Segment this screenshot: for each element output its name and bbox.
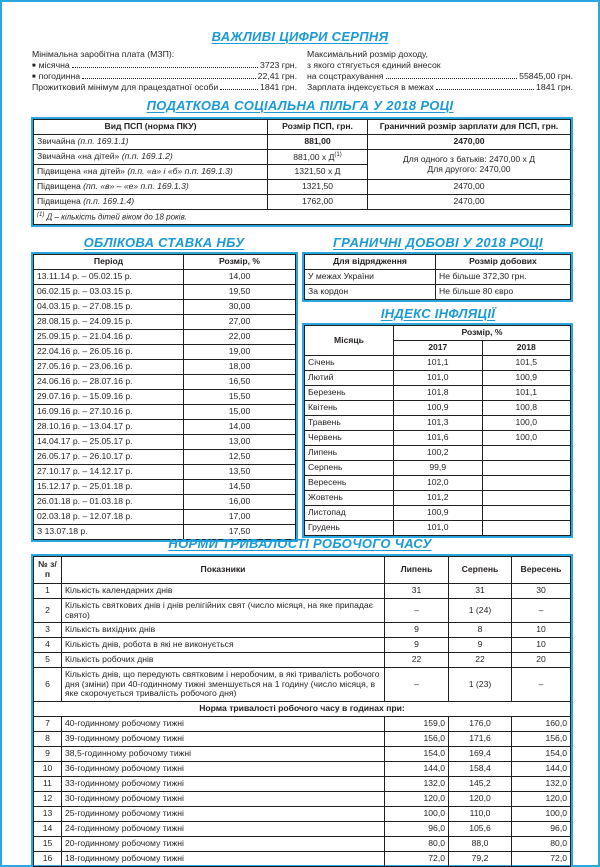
psp-row-size: 1321,50 х Д — [268, 165, 368, 180]
inflation-month: Травень — [305, 416, 394, 431]
inflation-2018 — [482, 461, 571, 476]
norms-september: 20 — [512, 653, 571, 668]
nbu-rate: 16,00 — [184, 495, 296, 510]
norms-header-september: Вересень — [512, 557, 571, 584]
norms-september: 72,0 — [512, 852, 571, 867]
inflation-2017: 101,0 — [394, 371, 483, 386]
header-right — [307, 49, 573, 93]
footnote-ref: (1) — [334, 151, 342, 158]
psp-row-norm: (пп. «в» – «е» п.п. 169.1.3) — [83, 181, 189, 192]
inflation-month: Серпень — [305, 461, 394, 476]
norms-july: 132,0 — [385, 777, 449, 792]
table-row — [34, 435, 296, 450]
nbu-period: 02.03.18 р. – 12.07.18 р. — [34, 510, 184, 525]
norms-september: 120,0 — [512, 792, 571, 807]
table-row — [34, 465, 296, 480]
psp-row — [34, 180, 571, 195]
norms-subheader-row — [34, 702, 571, 717]
table-row — [34, 405, 296, 420]
psp-row-name: Звичайна — [37, 136, 76, 147]
nbu-period: 16.09.16 р. – 27.10.16 р. — [34, 405, 184, 420]
daily-header-trip: Для відрядження — [305, 255, 436, 270]
nbu-period: 29.07.16 р. – 15.09.16 р. — [34, 390, 184, 405]
table-row — [34, 495, 296, 510]
nbu-period: 26.01.18 р. – 01.03.18 р. — [34, 495, 184, 510]
norms-august: 145,2 — [449, 777, 512, 792]
subsistence-line — [32, 82, 297, 93]
norms-september: 10 — [512, 623, 571, 638]
norms-july: 31 — [385, 584, 449, 599]
psp-title: ПОДАТКОВА СОЦІАЛЬНА ПІЛЬГА У 2018 РОЦІ — [146, 98, 454, 113]
inflation-2018 — [482, 521, 571, 536]
nbu-header-rate: Розмір, % — [184, 255, 296, 270]
norms-august: 88,0 — [449, 837, 512, 852]
nbu-period: 28.10.16 р. – 13.04.17 р. — [34, 420, 184, 435]
norms-august: 9 — [449, 638, 512, 653]
daily-table — [304, 254, 571, 300]
norms-num: 14 — [34, 822, 62, 837]
norms-august: 1 (24) — [449, 599, 512, 623]
norms-num: 9 — [34, 747, 62, 762]
indexation-label: Зарплата індексується в межах — [307, 82, 434, 92]
norms-table-box — [31, 554, 573, 867]
inflation-month: Березень — [305, 386, 394, 401]
norms-august: 169,4 — [449, 747, 512, 762]
norms-august: 110,0 — [449, 807, 512, 822]
table-row — [305, 371, 571, 386]
table-row — [34, 270, 296, 285]
inflation-month: Липень — [305, 446, 394, 461]
norms-august: 79,2 — [449, 852, 512, 867]
table-row — [34, 330, 296, 345]
table-row — [34, 837, 571, 852]
norms-table — [33, 556, 571, 867]
nbu-period: 28.08.15 р. – 24.09.15 р. — [34, 315, 184, 330]
table-row — [305, 461, 571, 476]
psp-row-size-value: 881,00 х Д — [293, 151, 335, 162]
table-row — [305, 476, 571, 491]
norms-september: – — [512, 599, 571, 623]
norms-august: 120,0 — [449, 792, 512, 807]
norms-indicator: 38,5-годинному робочому тижні — [62, 747, 385, 762]
mzp-monthly — [32, 60, 297, 71]
nbu-rate: 14,00 — [184, 420, 296, 435]
norms-july: 22 — [385, 653, 449, 668]
norms-august: 176,0 — [449, 717, 512, 732]
nbu-period: 27.05.16 р. – 23.06.16 р. — [34, 360, 184, 375]
norms-header-july: Липень — [385, 557, 449, 584]
table-row — [34, 777, 571, 792]
norms-indicator: 40-годинному робочому тижні — [62, 717, 385, 732]
norms-july: 96,0 — [385, 822, 449, 837]
mzp-hourly — [32, 71, 297, 82]
nbu-period: 22.04.16 р. – 26.05.16 р. — [34, 345, 184, 360]
nbu-period: 04.03.15 р. – 27.08.15 р. — [34, 300, 184, 315]
nbu-period: 24.06.16 р. – 28.07.16 р. — [34, 375, 184, 390]
table-row — [34, 390, 296, 405]
norms-july: 9 — [385, 623, 449, 638]
inflation-2017: 102,0 — [394, 476, 483, 491]
norms-indicator: Кількість календарних днів — [62, 584, 385, 599]
inflation-month: Червень — [305, 431, 394, 446]
norms-september: 154,0 — [512, 747, 571, 762]
norms-num: 11 — [34, 777, 62, 792]
nbu-rate: 14,00 — [184, 270, 296, 285]
inflation-2017: 100,2 — [394, 446, 483, 461]
inflation-month: Жовтень — [305, 491, 394, 506]
norms-indicator: Кількість святкових днів і днів релігійних свят (число місяця, на яке припадає свято) — [62, 599, 385, 623]
monthly-label: ■ місячна — [32, 60, 70, 71]
table-row — [34, 584, 571, 599]
psp-row-size — [268, 150, 368, 165]
table-row — [34, 638, 571, 653]
inflation-2017: 101,2 — [394, 491, 483, 506]
psp-heading — [2, 99, 598, 114]
table-row — [305, 416, 571, 431]
norms-header-august: Серпень — [449, 557, 512, 584]
psp-limit-one-parent: Для одного з батьків: 2470,00 х Д — [402, 153, 536, 164]
nbu-heading — [32, 236, 296, 251]
norms-num: 15 — [34, 837, 62, 852]
inflation-table-box — [302, 323, 573, 538]
table-row — [305, 446, 571, 461]
daily-trip: У межах України — [305, 270, 436, 285]
norms-september: 144,0 — [512, 762, 571, 777]
psp-header-limit: Граничний розмір зарплати для ПСП, грн. — [368, 120, 571, 135]
norms-september: 156,0 — [512, 732, 571, 747]
psp-row-limit: 2470,00 — [368, 195, 571, 210]
norms-num: 7 — [34, 717, 62, 732]
daily-trip: За кордон — [305, 285, 436, 300]
inflation-2018 — [482, 476, 571, 491]
nbu-period: З 13.07.18 р. — [34, 525, 184, 540]
nbu-period: 15.12.17 р. – 25.01.18 р. — [34, 480, 184, 495]
psp-row-name: Підвищена «на дітей» — [37, 166, 125, 177]
nbu-rate: 16,50 — [184, 375, 296, 390]
table-row — [34, 375, 296, 390]
norms-september: 96,0 — [512, 822, 571, 837]
norms-indicator: Кількість вихідних днів — [62, 623, 385, 638]
inflation-header-year-2018: 2018 — [482, 341, 571, 356]
inflation-2017: 101,0 — [394, 521, 483, 536]
psp-header-size: Розмір ПСП, грн. — [268, 120, 368, 135]
norms-august: 1 (23) — [449, 668, 512, 702]
table-row — [34, 315, 296, 330]
nbu-period: 14.04.17 р. – 25.05.17 р. — [34, 435, 184, 450]
nbu-rate: 17,50 — [184, 525, 296, 540]
norms-september: 30 — [512, 584, 571, 599]
inflation-2018: 100,0 — [482, 416, 571, 431]
max-income-label-3: на соцстрахування — [307, 71, 384, 81]
norms-august: 31 — [449, 584, 512, 599]
psp-row-name: Звичайна «на дітей» — [37, 151, 120, 162]
max-income-line — [307, 71, 573, 82]
table-row — [34, 717, 571, 732]
table-row — [305, 270, 571, 285]
psp-row-limit: 2470,00 — [368, 180, 571, 195]
footnote-text: Д – кількість дітей віком до 18 років. — [46, 212, 187, 222]
norms-july: 9 — [385, 638, 449, 653]
nbu-rate: 14,50 — [184, 480, 296, 495]
nbu-rate: 19,50 — [184, 285, 296, 300]
norms-indicator: 36-годинному робочому тижні — [62, 762, 385, 777]
max-income-value: 55845,00 грн. — [519, 71, 573, 81]
norms-num: 5 — [34, 653, 62, 668]
nbu-title: ОБЛІКОВА СТАВКА НБУ — [83, 235, 245, 250]
inflation-header-month: Місяць — [305, 326, 394, 356]
norms-august: 22 — [449, 653, 512, 668]
psp-row — [34, 195, 571, 210]
table-row — [34, 285, 296, 300]
psp-row-name: Підвищена — [37, 196, 81, 207]
inflation-2018: 101,1 — [482, 386, 571, 401]
subsistence-label: Прожитковий мінімум для працездатної особи — [32, 82, 219, 92]
inflation-2017: 100,9 — [394, 506, 483, 521]
table-row — [305, 506, 571, 521]
inflation-2017: 100,9 — [394, 401, 483, 416]
nbu-period: 25.09.15 р. – 21.04.16 р. — [34, 330, 184, 345]
norms-indicator: Кількість робочих днів — [62, 653, 385, 668]
psp-row-size: 1762,00 — [268, 195, 368, 210]
daily-amount: Не більше 80 євро — [436, 285, 571, 300]
psp-footnote — [34, 210, 571, 225]
indexation-value: 1841 грн. — [536, 82, 573, 92]
table-row — [34, 360, 296, 375]
inflation-title: ІНДЕКС ІНФЛЯЦІЇ — [380, 306, 496, 321]
psp-row — [34, 150, 571, 165]
inflation-2017: 99,9 — [394, 461, 483, 476]
inflation-2018 — [482, 506, 571, 521]
psp-row — [34, 135, 571, 150]
norms-subheader: Норма тривалості робочого часу в годинах при: — [34, 702, 571, 717]
norms-july: 100,0 — [385, 807, 449, 822]
inflation-2018: 100,8 — [482, 401, 571, 416]
table-row — [34, 792, 571, 807]
table-row — [34, 300, 296, 315]
daily-heading — [302, 236, 574, 251]
inflation-2017: 101,1 — [394, 356, 483, 371]
norms-indicator: 24-годинному робочому тижні — [62, 822, 385, 837]
table-row — [305, 491, 571, 506]
norms-num: 8 — [34, 732, 62, 747]
nbu-table — [33, 254, 296, 540]
table-row — [34, 599, 571, 623]
nbu-rate: 22,00 — [184, 330, 296, 345]
inflation-2018: 100,0 — [482, 431, 571, 446]
table-row — [34, 420, 296, 435]
nbu-rate: 13,50 — [184, 465, 296, 480]
table-row — [305, 521, 571, 536]
norms-july: – — [385, 599, 449, 623]
psp-row-size: 1321,50 — [268, 180, 368, 195]
norms-heading — [2, 537, 598, 552]
table-row — [34, 668, 571, 702]
norms-num: 16 — [34, 852, 62, 867]
header-left — [32, 49, 297, 93]
table-row — [305, 386, 571, 401]
norms-september: 160,0 — [512, 717, 571, 732]
hourly-value: 22,41 грн. — [257, 71, 297, 81]
norms-august: 105,6 — [449, 822, 512, 837]
inflation-month: Квітень — [305, 401, 394, 416]
psp-row-name: Підвищена — [37, 181, 81, 192]
norms-indicator: 18-годинному робочому тижні — [62, 852, 385, 867]
nbu-rate: 27,00 — [184, 315, 296, 330]
norms-september: 132,0 — [512, 777, 571, 792]
norms-july: 120,0 — [385, 792, 449, 807]
nbu-rate: 13,00 — [184, 435, 296, 450]
nbu-rate: 15,50 — [184, 390, 296, 405]
table-row — [34, 510, 296, 525]
page-title: ВАЖЛИВІ ЦИФРИ СЕРПНЯ — [211, 29, 389, 44]
inflation-2017: 101,3 — [394, 416, 483, 431]
table-row — [34, 822, 571, 837]
table-row — [34, 762, 571, 777]
inflation-2018: 100,9 — [482, 371, 571, 386]
subsistence-value: 1841 грн. — [260, 82, 297, 92]
norms-july: 154,0 — [385, 747, 449, 762]
norms-september: 10 — [512, 638, 571, 653]
psp-row-limit: 2470,00 — [368, 135, 571, 150]
nbu-period: 06.02.15 р. – 03.03.15 р. — [34, 285, 184, 300]
daily-amount: Не більше 372,30 грн. — [436, 270, 571, 285]
table-row — [305, 431, 571, 446]
inflation-month: Листопад — [305, 506, 394, 521]
norms-num: 6 — [34, 668, 62, 702]
nbu-rate: 19,00 — [184, 345, 296, 360]
inflation-2018 — [482, 491, 571, 506]
psp-table — [33, 119, 571, 225]
inflation-2018: 101,5 — [482, 356, 571, 371]
norms-num: 10 — [34, 762, 62, 777]
norms-num: 1 — [34, 584, 62, 599]
inflation-heading — [302, 307, 574, 322]
norms-august: 171,6 — [449, 732, 512, 747]
nbu-table-box — [31, 252, 298, 542]
norms-july: 156,0 — [385, 732, 449, 747]
psp-row-norm: (п.п. 169.1.2) — [121, 151, 173, 162]
inflation-month: Лютий — [305, 371, 394, 386]
daily-title: ГРАНИЧНІ ДОБОВІ У 2018 РОЦІ — [333, 235, 543, 250]
inflation-2017: 101,6 — [394, 431, 483, 446]
norms-indicator: 20-годинному робочому тижні — [62, 837, 385, 852]
inflation-table — [304, 325, 571, 536]
inflation-month: Грудень — [305, 521, 394, 536]
norms-july: 80,0 — [385, 837, 449, 852]
table-row — [305, 285, 571, 300]
psp-row-norm: (п.п. «а» і «б» п.п. 169.1.3) — [127, 166, 233, 177]
inflation-header-size: Розмір, % — [394, 326, 571, 341]
indexation-line — [307, 82, 573, 93]
norms-september: – — [512, 668, 571, 702]
norms-september: 100,0 — [512, 807, 571, 822]
psp-merged-limit — [368, 150, 571, 180]
footnote-mark: (1) — [37, 212, 45, 219]
norms-indicator: 25-годинному робочому тижні — [62, 807, 385, 822]
norms-num: 2 — [34, 599, 62, 623]
hourly-label: ■ погодинна — [32, 71, 80, 82]
table-row — [34, 807, 571, 822]
norms-num: 4 — [34, 638, 62, 653]
norms-indicator: Кількість днів, робота в які не виконується — [62, 638, 385, 653]
monthly-value: 3723 грн. — [260, 60, 297, 70]
psp-row-norm: (п.п. 169.1.1) — [77, 136, 129, 147]
nbu-period: 26.05.17 р. – 26.10.17 р. — [34, 450, 184, 465]
header-title — [2, 30, 598, 45]
psp-limit-other-parent: Для другого: 2470,00 — [427, 163, 511, 174]
norms-num: 12 — [34, 792, 62, 807]
daily-table-box — [302, 252, 573, 302]
table-row — [34, 732, 571, 747]
norms-july: – — [385, 668, 449, 702]
psp-row-size: 881,00 — [268, 135, 368, 150]
norms-july: 144,0 — [385, 762, 449, 777]
norms-indicator: Кількість днів, що передують святковим і неробочим, в які тривалість робочого дня (зміни) при 40-годинному тижні зменшується на 1 годину (число місяця, в яке скорочується тривалість робочого дня) — [62, 668, 385, 702]
norms-num: 3 — [34, 623, 62, 638]
inflation-month: Січень — [305, 356, 394, 371]
table-row — [34, 623, 571, 638]
table-row — [34, 480, 296, 495]
norms-indicator: 39-годинному робочому тижні — [62, 732, 385, 747]
inflation-header-year-2017: 2017 — [394, 341, 483, 356]
psp-table-box — [31, 117, 573, 227]
table-row — [34, 450, 296, 465]
norms-september: 80,0 — [512, 837, 571, 852]
table-row — [34, 852, 571, 867]
norms-indicator: 30-годинному робочому тижні — [62, 792, 385, 807]
max-income-label-2: з якого стягується єдиний внесок — [307, 60, 441, 70]
inflation-2018 — [482, 446, 571, 461]
psp-header-type: Вид ПСП (норма ПКУ) — [34, 120, 268, 135]
norms-july: 159,0 — [385, 717, 449, 732]
norms-august: 8 — [449, 623, 512, 638]
table-row — [305, 356, 571, 371]
psp-row-norm: (п.п. 169.1.4) — [83, 196, 135, 207]
inflation-2017: 101,8 — [394, 386, 483, 401]
mzp-label: Мінімальна заробітна плата (МЗП): — [32, 49, 175, 59]
norms-august: 158,4 — [449, 762, 512, 777]
table-row — [34, 345, 296, 360]
norms-header-num: № з/п — [34, 557, 62, 584]
nbu-rate: 18,00 — [184, 360, 296, 375]
nbu-rate: 30,00 — [184, 300, 296, 315]
nbu-rate: 17,00 — [184, 510, 296, 525]
table-row — [34, 747, 571, 762]
table-row — [305, 401, 571, 416]
nbu-rate: 12,50 — [184, 450, 296, 465]
norms-title: НОРМИ ТРИВАЛОСТІ РОБОЧОГО ЧАСУ — [168, 536, 432, 551]
inflation-month: Вересень — [305, 476, 394, 491]
table-row — [34, 653, 571, 668]
nbu-rate: 15,00 — [184, 405, 296, 420]
max-income-label-1: Максимальний розмір доходу, — [307, 49, 428, 59]
nbu-header-period: Період — [34, 255, 184, 270]
daily-header-amount: Розмір добових — [436, 255, 571, 270]
norms-indicator: 33-годинному робочому тижні — [62, 777, 385, 792]
norms-july: 72,0 — [385, 852, 449, 867]
norms-header-indicator: Показники — [62, 557, 385, 584]
nbu-period: 27.10.17 р. – 14.12.17 р. — [34, 465, 184, 480]
norms-num: 13 — [34, 807, 62, 822]
nbu-period: 13.11.14 р. – 05.02.15 р. — [34, 270, 184, 285]
